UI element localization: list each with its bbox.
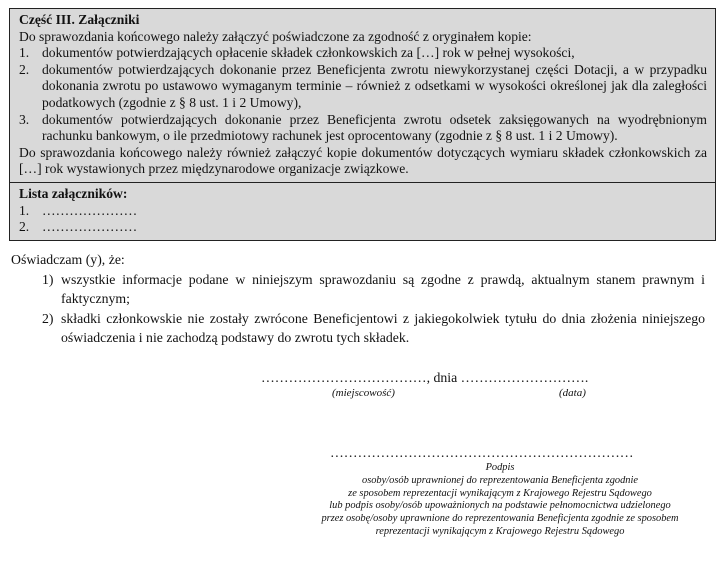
place-date-line: ………………………………, dnia ……………………….: [261, 370, 589, 385]
attachments-list-section: [10, 182, 715, 240]
signature-caption-line: osoby/osób uprawnionej do reprezentowania Beneficjenta zgodnie: [362, 474, 638, 486]
signature-caption-line: Podpis: [485, 462, 515, 473]
signature-caption-line: lub podpis osoby/osób upoważnionych na podstawie pełnomocnictwa udzielonego: [329, 500, 671, 512]
attachment-placeholder: …………………: [42, 219, 138, 235]
list-item-text: składki członkowskie nie zostały zwrócone Beneficjentowi z jakiegokolwiek tytułu do dnia złożenia niniejszego oświadczenia i nie zachodzą podstawy do zwrotu tych składek.: [61, 310, 705, 346]
attachments-box: [9, 8, 716, 241]
list-item-number: 1): [42, 271, 54, 287]
section-intro: Do sprawozdania końcowego należy załączyć poświadczone za zgodność z oryginałem kopie:: [19, 28, 532, 44]
list-item: [19, 203, 707, 220]
declaration-intro: Oświadczam (y), że:: [11, 252, 125, 267]
place-label: (miejscowość): [332, 387, 395, 399]
list-item: [11, 309, 705, 348]
section-outro: Do sprawozdania końcowego należy również załączyć kopie dokumentów dotyczących wymiaru składek członkowskich za […] rok wystawionych przez międzynarodowe organizacje związkowe.: [19, 144, 707, 177]
section-title: Część III. Załączniki: [19, 12, 140, 27]
signature-caption-line: przez osobę/osoby uprawnione do reprezentowania Beneficjenta zgodnie ze sposobem: [321, 513, 679, 525]
list-item-number: 3.: [19, 111, 30, 127]
list-item-text: dokumentów potwierdzających dokonanie przez Beneficjenta zwrotu niewykorzystanej części Dotacji, a w przypadku dokonania zwrotu po ustawowo wymaganym terminie – również z odsetkami w wysokości określonej jak dla zaległości podatkowych (zgodnie z § 8 ust. 1 i 2 Umowy),: [42, 61, 707, 110]
list-item-number: 2.: [19, 219, 30, 235]
list-item-text: wszystkie informacje podane w niniejszym sprawozdaniu są zgodne z prawdą, aktualnym stanem prawnym i faktycznym;: [61, 271, 705, 307]
list-item: [19, 45, 707, 62]
list-item: [19, 62, 707, 112]
list-item: [19, 219, 707, 236]
declaration: [11, 250, 705, 348]
signature-caption-line: ze sposobem reprezentacji wynikającym z Krajowego Rejestru Sądowego: [348, 487, 652, 499]
signature-line: …………………………………………………………: [330, 445, 634, 460]
list-item-text: dokumentów potwierdzających dokonanie przez Beneficjenta zwrotu odsetek zaksięgowanych na wyodrębnionym rachunku bankowym, o ile przedmiotowy rachunek jest oprocentowany (zgodnie z § 8 ust. 1 i 2 Umowy).: [42, 111, 707, 144]
list-item-number: 2.: [19, 61, 30, 77]
required-documents-list: [19, 45, 707, 145]
list-item-number: 2): [42, 310, 54, 326]
date-label: (data): [559, 387, 586, 399]
signature-caption-line: reprezentacji wynikającym z Krajowego Rejestru Sądowego: [375, 525, 625, 537]
list-item-number: 1.: [19, 45, 30, 61]
attachments-list-title: Lista załączników:: [19, 185, 128, 201]
list-item: [11, 270, 705, 309]
signature-caption: [300, 462, 700, 539]
attachments-list: [19, 203, 707, 236]
declaration-list: [11, 270, 705, 348]
attachment-placeholder: …………………: [42, 202, 138, 218]
list-item-number: 1.: [19, 202, 30, 218]
list-item-text: dokumentów potwierdzających opłacenie składek członkowskich za […] rok w pełnej wysokości,: [42, 45, 575, 61]
section-attachments: [10, 9, 715, 182]
list-item: [19, 112, 707, 145]
